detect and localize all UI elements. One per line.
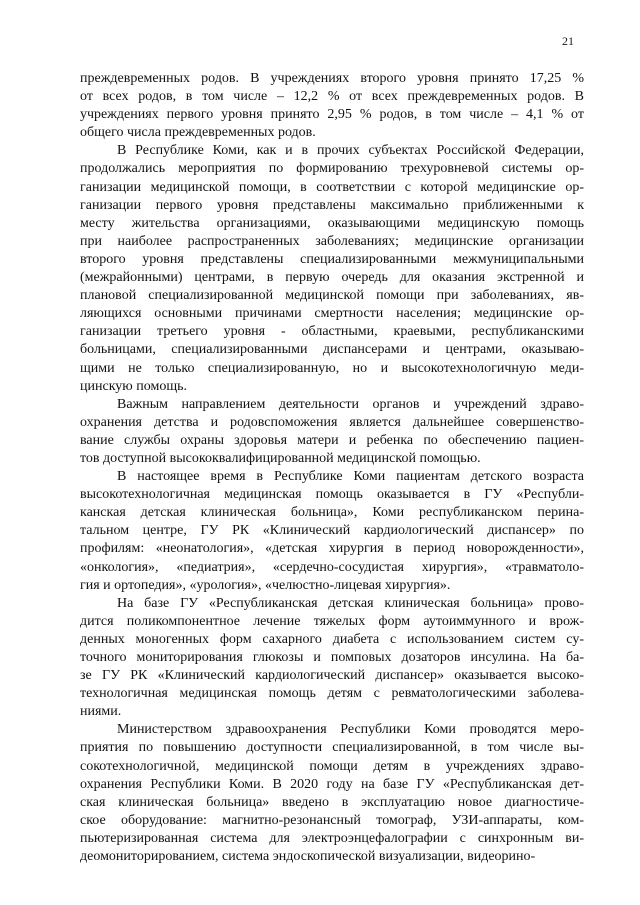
text-line: зе ГУ РК «Клинический кардиологический диспансер» оказывается высоко-	[80, 668, 584, 684]
paragraph	[80, 721, 584, 866]
paragraph	[80, 595, 584, 722]
text-line: больницами, специализированными диспансерами и центрами, оказываю-	[80, 342, 584, 358]
text-line: ское оборудование: магнитно-резонансный томограф, УЗИ-аппараты, ком-	[80, 812, 584, 828]
text-line: Важным направлением деятельности органов и учреждений здраво-	[117, 396, 584, 412]
text-line: второго уровня представлены специализированными межмуниципальными	[80, 251, 584, 267]
paragraph	[80, 468, 584, 595]
text-line: ляющихся основными причинами смертности населения; медицинские ор-	[80, 306, 584, 322]
text-line: В настоящее время в Республике Коми пациентам детского возраста	[117, 469, 584, 485]
text-line: вание службы охраны здоровья матери и ребенка по обеспечению пациен-	[80, 432, 584, 448]
text-line: ниями.	[80, 704, 122, 720]
text-line: цинскую помощь.	[80, 378, 188, 394]
text-line: Министерством здравоохранения Республики Коми проводятся меро-	[117, 722, 584, 738]
text-line: пьютеризированная система для электроэнцефалографии с синхронным ви-	[80, 830, 584, 846]
paragraph	[80, 142, 584, 395]
text-line: сокотехнологичной, медицинской помощи детям в учреждениях здраво-	[80, 758, 584, 774]
document-body	[80, 70, 584, 866]
text-line: На базе ГУ «Республиканская детская клиническая больница» прово-	[117, 595, 584, 611]
text-line: от всех родов, в том числе – 12,2 % от всех преждевременных родов. В	[80, 89, 584, 105]
text-line: тальном центре, ГУ РК «Клинический кардиологический диспансер» по	[80, 523, 584, 539]
text-line: денных моногенных форм сахарного диабета с использованием систем су-	[80, 631, 584, 647]
text-line: учреждениях первого уровня принято 2,95 % родов, в том числе – 4,1 % от	[80, 107, 584, 123]
text-line: щими не только специализированную, но и высокотехнологичную меди-	[80, 360, 584, 376]
text-line: ская клиническая больница» введено в эксплуатацию новое диагностиче-	[80, 794, 584, 810]
text-line: «онкология», «педиатрия», «сердечно-сосудистая хирургия», «травматоло-	[80, 559, 584, 575]
text-line: ганизации медицинской помощи, в соответствии с которой медицинские ор-	[80, 179, 584, 195]
paragraph	[80, 70, 584, 142]
text-line: при наиболее распространенных заболеваниях; медицинские организации	[80, 233, 584, 249]
text-line: гия и ортопедия», «урология», «челюстно-лицевая хирургия».	[80, 577, 451, 593]
text-line: ганизации третьего уровня - областными, краевыми, республиканскими	[80, 324, 584, 340]
text-line: канская детская клиническая больница», Коми республиканском перина-	[80, 505, 584, 521]
text-line: общего числа преждевременных родов.	[80, 125, 316, 141]
text-line: охранения детства и родовспоможения является дальнейшее совершенство-	[80, 414, 584, 430]
text-line: тов доступной высококвалифицированной медицинской помощью.	[80, 450, 481, 466]
text-line: профилям: «неонатология», «детская хирургия в период новорожденности»,	[80, 541, 584, 557]
text-line: приятия по повышению доступности специализированной, в том числе вы-	[80, 740, 584, 756]
text-line: ганизации первого уровня представлены максимально приближенными к	[80, 197, 584, 213]
page-number: 21	[562, 34, 574, 48]
text-line: продолжались мероприятия по формированию трехуровневой системы ор-	[80, 161, 584, 177]
text-line: деомониторированием, система эндоскопической визуализации, видеорино-	[80, 849, 536, 865]
text-line: преждевременных родов. В учреждениях второго уровня принято 17,25 %	[80, 71, 584, 86]
text-line: (межрайонными) центрами, в первую очередь для оказания экстренной и	[80, 270, 584, 286]
paragraph	[80, 396, 584, 468]
text-line: дится поликомпонентное лечение тяжелых форм аутоиммунного и врож-	[80, 613, 584, 629]
text-line: В Республике Коми, как и в прочих субъектах Российской Федерации,	[117, 143, 584, 159]
text-line: месту жительства организациями, оказывающими медицинскую помощь	[80, 215, 584, 231]
text-line: высокотехнологичная медицинская помощь оказывается в ГУ «Республи-	[80, 487, 584, 503]
text-line: технологичная медицинская помощь детям с ревматологическими заболева-	[80, 686, 584, 702]
text-line: охранения Республики Коми. В 2020 году на базе ГУ «Республиканская дет-	[80, 776, 584, 792]
text-line: точного мониторирования глюкозы и помповых дозаторов инсулина. На ба-	[80, 650, 584, 665]
text-line: плановой специализированной медицинской помощи при заболеваниях, яв-	[80, 288, 584, 304]
